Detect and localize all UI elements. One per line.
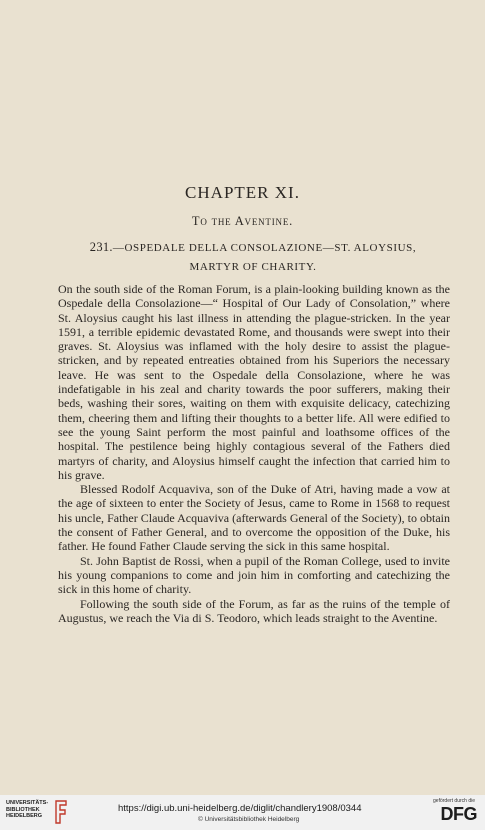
library-logo-icon bbox=[54, 799, 68, 825]
chapter-title: CHAPTER XI. bbox=[185, 183, 300, 202]
paragraph: Blessed Rodolf Acquaviva, son of the Duke of Atri, having made a vow at the age of sixteen to enter the Society of Jesus, came to Rome in 1568 to request his uncle, Father Claude Acquaviva (afterwards General of the Society), to obtain the consent of Father General, and to overcome the opposition of the Duke, his father. He found Father Claude serving the sick in this same hospital. bbox=[58, 482, 450, 554]
library-logo-text: UNIVERSITÄTS- BIBLIOTHEK HEIDELBERG bbox=[6, 800, 49, 819]
body-text bbox=[58, 282, 450, 625]
dfg-logo: DFG bbox=[440, 804, 477, 824]
page-url-link[interactable]: https://digi.ub.uni-heidelberg.de/diglit/chandlery1908/0344 bbox=[118, 803, 362, 814]
section-heading bbox=[58, 238, 448, 277]
chapter-subtitle: To the Aventine. bbox=[191, 214, 294, 228]
copyright-text: © Universitätsbibliothek Heidelberg bbox=[198, 816, 300, 823]
section-number: 231. bbox=[89, 240, 113, 254]
section-heading-line2: MARTYR OF CHARITY. bbox=[189, 261, 317, 273]
paragraph: St. John Baptist de Rossi, when a pupil of the Roman College, used to invite his young companions to come and join him in comforting and catechizing the sick in this home of charity. bbox=[58, 553, 450, 597]
viewer-footer bbox=[0, 795, 485, 830]
paragraph: Following the south side of the Forum, as far as the ruins of the temple of Augustus, we reach the Via di S. Teodoro, which leads straight to the Aventine. bbox=[58, 596, 450, 625]
paragraph: On the south side of the Roman Forum, is a plain-looking building known as the Ospedale della Consolazione—“ Hospital of Our Lady of Consolation,” where St. Aloysius caught his last illness in attending the plague-stricken. In the year 1591, a terrible epidemic devastated Rome, and thousands were swept into their graves. St. Aloysius was inflamed with the holy desire to assist the plague-stricken, and by repeated entreaties obtained from his Superiors the necessary leave. He was sent to the Ospedale della Consolazione, where he was indefatigable in his zeal and charity towards the poor sufferers, making their beds, washing their sores, waiting on them with exquisite delicacy, catechizing them, cheering them and lifting their thoughts to a better life. All were edified to see the young Saint perform the most painful and loathsome offices of the hospital. The pestilence being highly contagious several of the Fathers died martyrs of charity, and Aloysius himself caught the infection that carried him to his grave. bbox=[58, 282, 450, 482]
funding-note: gefördert durch die bbox=[433, 798, 475, 804]
section-heading-line1: —OSPEDALE DELLA CONSOLAZIONE—ST. ALOYSIUS, bbox=[112, 242, 417, 254]
